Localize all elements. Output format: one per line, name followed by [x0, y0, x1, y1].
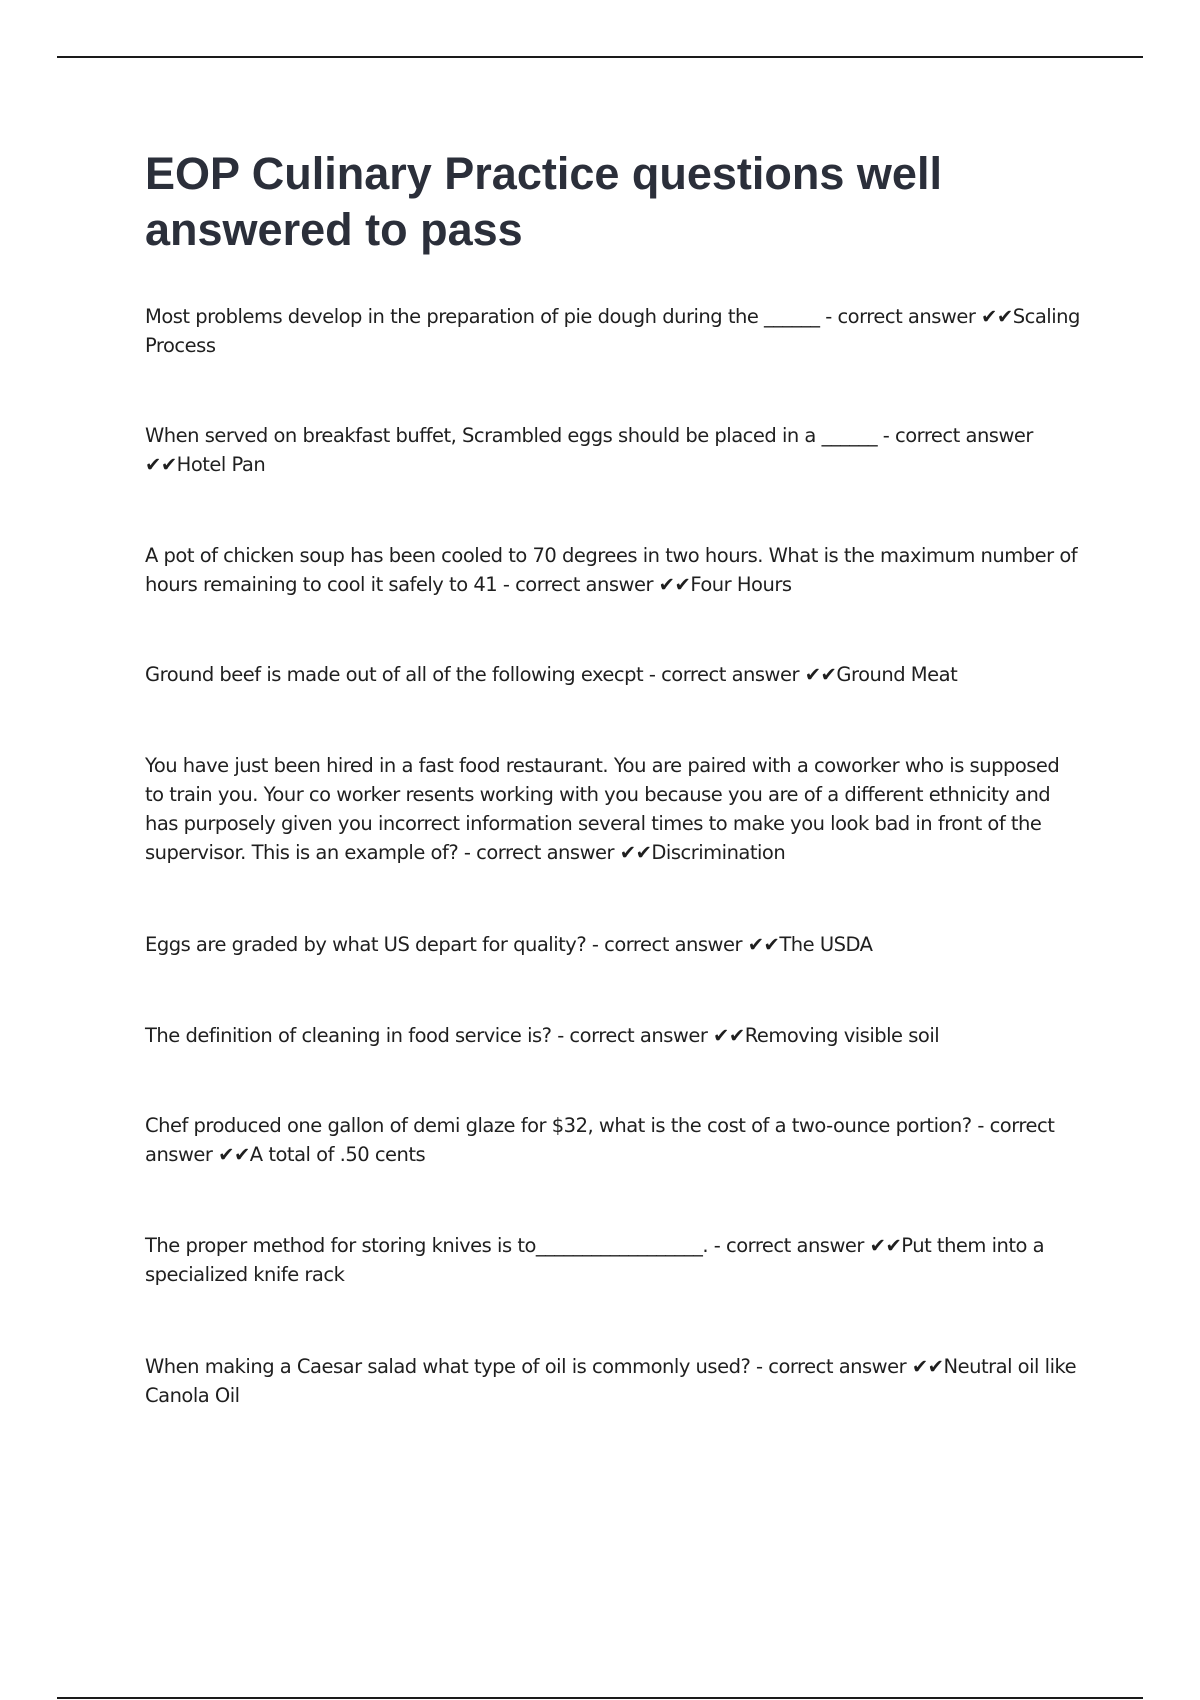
top-rule: [57, 56, 1143, 58]
qa-item-3: A pot of chicken soup has been cooled to 70 degrees in two hours. What is the maximum number of hours remaining to cool it safely to 41 - correct answer ✔✔Four Hours: [145, 544, 1078, 596]
qa-item-1: Most problems develop in the preparation of pie dough during the ______ - correct answer ✔✔Scaling Process: [145, 305, 1080, 357]
bottom-rule: [57, 1697, 1143, 1699]
qa-item-2: When served on breakfast buffet, Scrambled eggs should be placed in a ______ - correct answer ✔✔Hotel Pan: [145, 424, 1033, 476]
qa-item-4: Ground beef is made out of all of the following execpt - correct answer ✔✔Ground Meat: [145, 663, 958, 686]
qa-item-10: When making a Caesar salad what type of oil is commonly used? - correct answer ✔✔Neutral oil like Canola Oil: [145, 1355, 1077, 1407]
qa-item-7: The definition of cleaning in food service is? - correct answer ✔✔Removing visible soil: [145, 1024, 940, 1047]
qa-item-9: The proper method for storing knives is to__________________. - correct answer ✔✔Put them into a specialized knife rack: [145, 1234, 1045, 1286]
qa-item-8: Chef produced one gallon of demi glaze for $32, what is the cost of a two-ounce portion? - correct answer ✔✔A total of .50 cents: [145, 1114, 1055, 1166]
qa-item-6: Eggs are graded by what US depart for quality? - correct answer ✔✔The USDA: [145, 933, 873, 956]
document-title: EOP Culinary Practice questions well answered to pass: [145, 148, 942, 255]
qa-item-5: You have just been hired in a fast food restaurant. You are paired with a coworker who is supposed to train you. Your co worker resents working with you because you are of a different ethnicity and has purposely given you incorrect information several times to make you look bad in front of the supervisor. This is an example of? - correct answer ✔✔Discrimination: [145, 754, 1060, 864]
